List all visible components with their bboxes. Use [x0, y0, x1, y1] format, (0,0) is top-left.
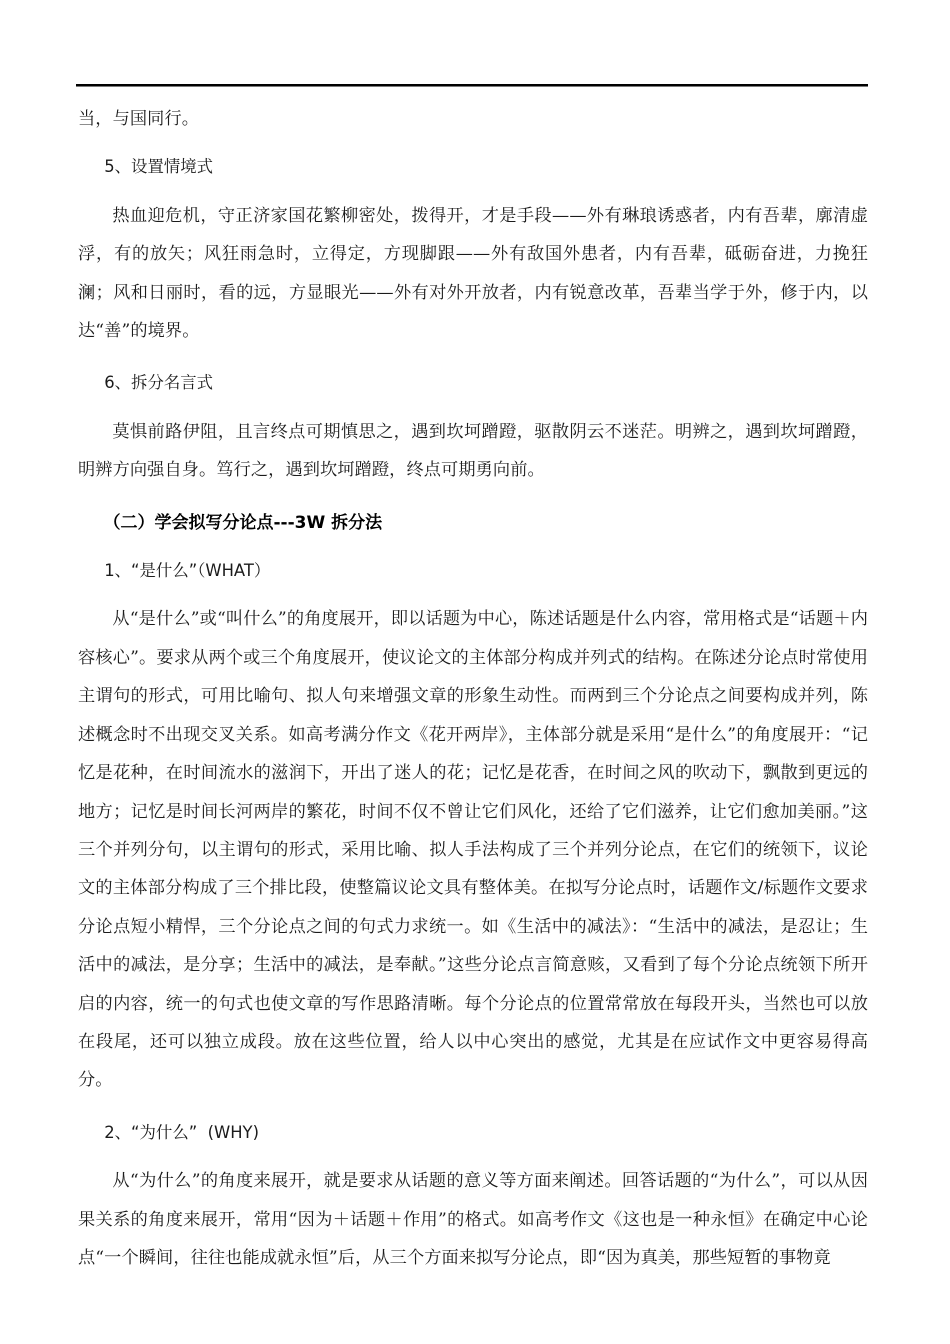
numbered-heading-why: 2、“为什么” (WHY)	[104, 1122, 259, 1142]
continued-paragraph-line: 当，与国同行。	[78, 109, 200, 129]
paragraph-situational-style: 热血迎危机，守正济家国花繁柳密处，拨得开，才是手段——外有琳琅诱惑者，内有吾辈，廓清虚浮，有的放矢；风狂雨急时，立得定，方现脚跟——外有敌国外患者，内有吾辈，砥砺奋进，力挽狂澜；风和日丽时，看的远，方显眼光——外有对外开放者，内有锐意改革，吾辈当学于外，修于内，以达“善”的境界。	[78, 205, 868, 342]
header-rule-divider	[76, 84, 868, 87]
numbered-heading-what: 1、“是什么”（WHAT）	[104, 561, 271, 581]
spacer	[78, 187, 868, 197]
paragraph-quote-splitting-style: 莫惧前路伊阻，且言终点可期慎思之，遇到坎坷蹭蹬，驱散阴云不迷茫。明辨之，遇到坎坷蹭蹬，明辨方向强自身。笃行之，遇到坎坷蹭蹬，终点可期勇向前。	[78, 421, 868, 481]
spacer	[78, 403, 868, 413]
paragraph-what-explanation: 从“是什么”或“叫什么”的角度展开，即以话题为中心，陈述话题是什么内容，常用格式是“话题＋内容核心”。要求从两个或三个角度展开，使议论文的主体部分构成并列式的结构。在陈述分论点时常使用主谓句的形式，可用比喻句、拟人句来增强文章的形象生动性。而两到三个分论点之间要构成并列，陈述概念时不出现交叉关系。如高考满分作文《花开两岸》，主体部分就是采用“是什么”的角度展开：“记忆是花种，在时间流水的滋润下，开出了迷人的花；记忆是花香，在时间之风的吹动下，飘散到更远的地方；记忆是时间长河两岸的繁花，时间不仅不曾让它们风化，还给了它们滋养，让它们愈加美丽。”这三个并列分句，以主谓句的形式，采用比喻、拟人手法构成了三个并列分论点，在它们的统领下，议论文的主体部分构成了三个排比段，使整篇议论文具有整体美。在拟写分论点时，话题作文/标题作文要求分论点短小精悍，三个分论点之间的句式力求统一。如《生活中的减法》：“生活中的减法，是忍让；生活中的减法，是分享；生活中的减法，是奉献。”这些分论点言简意赅，又看到了每个分论点统领下所开启的内容，统一的句式也使文章的写作思路清晰。每个分论点的位置常常放在每段开头，当然也可以放在段尾，还可以独立成段。放在这些位置，给人以中心突出的感觉，尤其是在应试作文中更容易得高分。	[78, 609, 868, 1091]
spacer	[78, 542, 868, 552]
numbered-heading-6: 6、拆分名言式	[104, 373, 214, 393]
document-body	[78, 100, 868, 1277]
spacer	[78, 1100, 868, 1114]
numbered-heading-5: 5、设置情境式	[104, 157, 214, 177]
spacer	[78, 1152, 868, 1162]
spacer	[78, 350, 868, 364]
spacer	[78, 490, 868, 504]
spacer	[78, 138, 868, 148]
spacer	[78, 590, 868, 600]
paragraph-why-explanation: 从“为什么”的角度来展开，就是要求从话题的意义等方面来阐述。回答话题的“为什么”，可以从因果关系的角度来展开，常用“因为＋话题＋作用”的格式。如高考作文《这也是一种永恒》在确定中心论点“一个瞬间，往往也能成就永恒”后，从三个方面来拟写分论点，即“因为真美，那些短暂的事物竟	[78, 1171, 868, 1268]
section-heading-3w-method: （二）学会拟写分论点---3W 拆分法	[103, 512, 383, 533]
